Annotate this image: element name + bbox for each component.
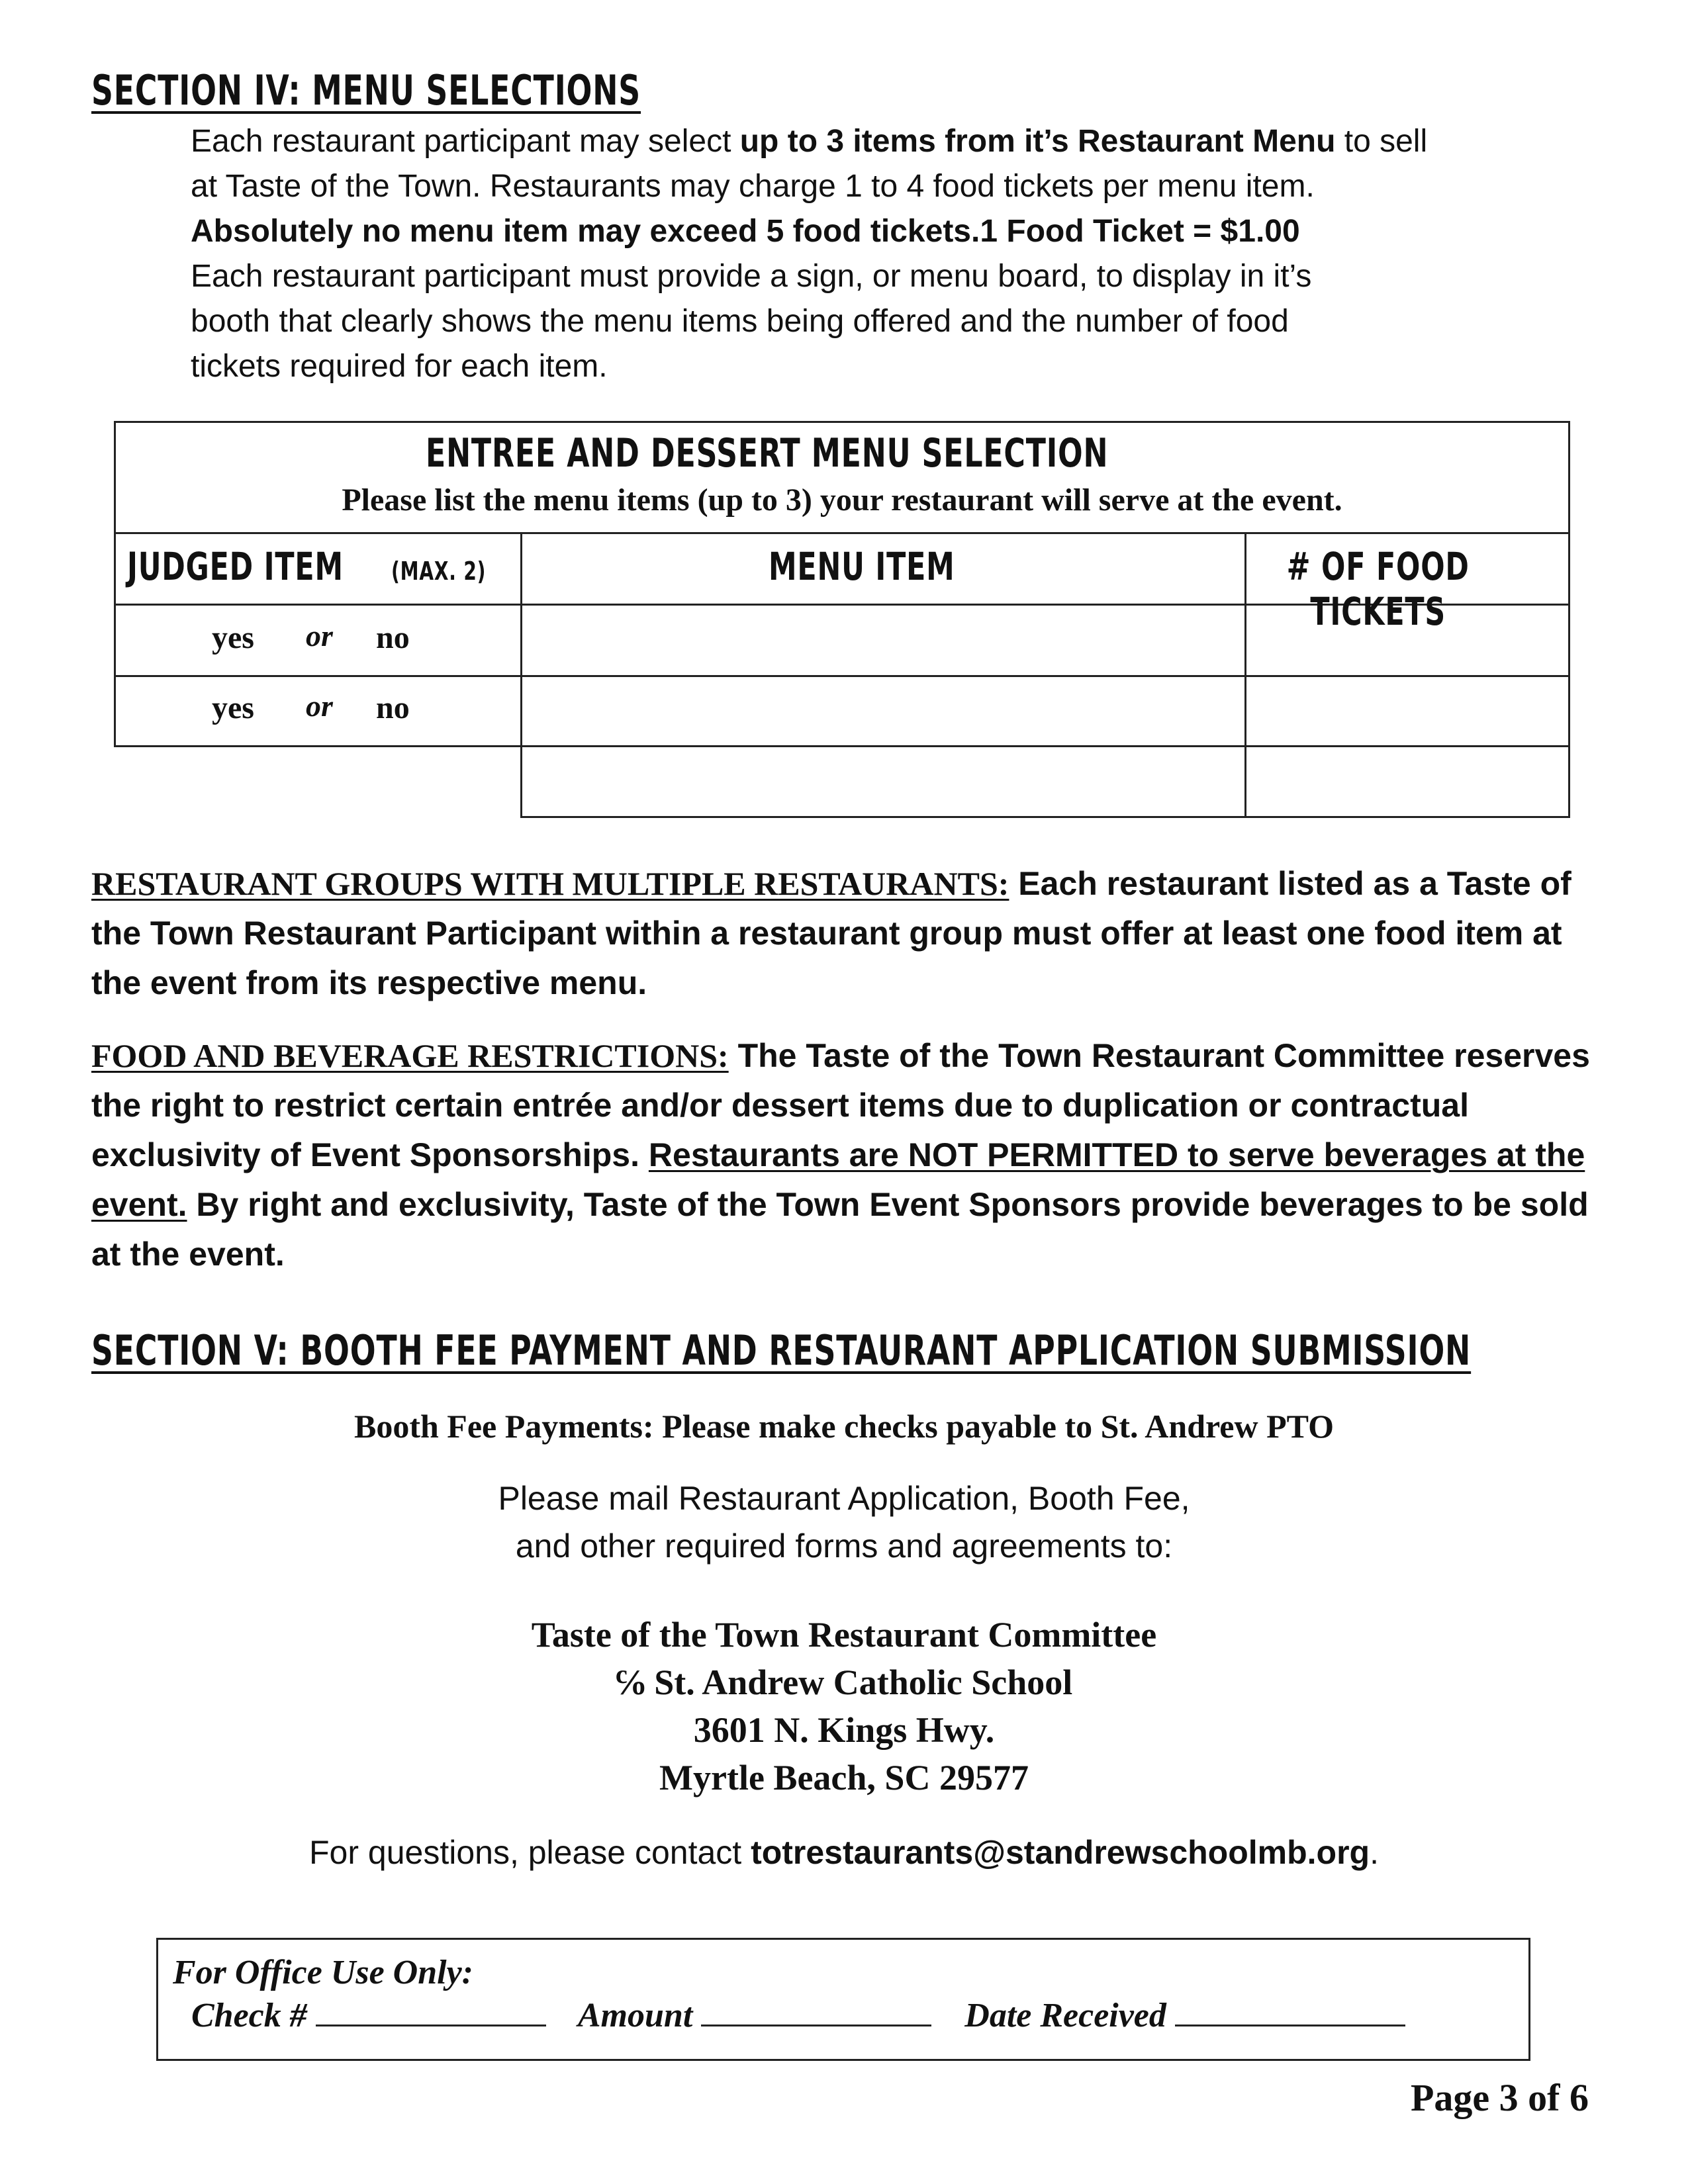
- table-subtitle: Please list the menu items (up to 3) your restaurant will serve at the event.: [342, 482, 1342, 518]
- address-line-1: Taste of the Town Restaurant Committee: [531, 1615, 1157, 1655]
- office-use-title: For Office Use Only:: [173, 1954, 473, 1991]
- row2-tickets-cell[interactable]: [1247, 678, 1568, 745]
- row2-no[interactable]: no: [376, 690, 410, 725]
- row1-menu-item-cell[interactable]: [523, 606, 1243, 675]
- check-number-field[interactable]: [316, 1995, 546, 2026]
- booth-fee-payments: Booth Fee Payments: Please make checks payable to St. Andrew PTO: [353, 1408, 1334, 1445]
- mail-line-1: Please mail Restaurant Application, Booth Fee,: [498, 1480, 1190, 1517]
- restrictions-text-a: The Taste of the Town Restaurant Committee reserves the right to restrict certain entrée and/or dessert items due to duplication or contractual exclusivity of Event Sponsorships.: [91, 1037, 1590, 1173]
- mail-instructions: [0, 1475, 1688, 1570]
- address-line-2: ℅ St. Andrew Catholic School: [615, 1662, 1073, 1702]
- row3-tickets-cell[interactable]: [1247, 748, 1568, 815]
- row2-or: or: [306, 689, 333, 723]
- p2-text: Each restaurant participant must provide a sign, or menu board, to display in it’s booth that clearly shows the menu items being offered and the number of food tickets required for each item.: [191, 259, 1312, 384]
- restrictions-text-c: By right and exclusivity, Taste of the Town Event Sponsors provide beverages to be sold at the event.: [91, 1186, 1589, 1273]
- groups-paragraph: [91, 859, 1607, 1008]
- col-menu-header: [520, 544, 1244, 589]
- date-received-field[interactable]: [1175, 1995, 1405, 2026]
- row3-menu-item-cell[interactable]: [523, 748, 1243, 815]
- col-tickets-label: # OF FOOD TICKETS: [1286, 544, 1470, 634]
- col-judged-note: (MAX. 2): [391, 557, 487, 586]
- date-received-label: Date Received: [964, 1997, 1166, 2034]
- p1-text-d: Absolutely no menu item may exceed 5 food tickets.1 Food Ticket = $1.00: [191, 214, 1300, 249]
- address-line-4: Myrtle Beach, SC 29577: [659, 1758, 1029, 1797]
- amount-field[interactable]: [701, 1995, 931, 2026]
- page-number: Page 3 of 6: [1411, 2076, 1589, 2119]
- menu-selection-table: [114, 421, 1570, 818]
- office-use-box: [156, 1938, 1530, 2061]
- row1-or: or: [306, 619, 333, 653]
- p1-text-a: Each restaurant participant may select: [191, 124, 740, 159]
- row1-tickets-cell[interactable]: [1247, 606, 1568, 675]
- restrictions-paragraph: [91, 1031, 1607, 1279]
- section-iv-paragraph: [191, 119, 1462, 389]
- row2-yes[interactable]: yes: [212, 690, 254, 725]
- contact-text: For questions, please contact: [309, 1834, 751, 1871]
- row1-no[interactable]: no: [376, 620, 410, 655]
- table-title-wrap: [114, 430, 1570, 477]
- contact-line: [0, 1833, 1688, 1872]
- mailing-address: [0, 1611, 1688, 1801]
- restrictions-label: FOOD AND BEVERAGE RESTRICTIONS:: [91, 1037, 729, 1074]
- col-judged-label: JUDGED ITEM: [127, 544, 344, 589]
- p1-text-b: up to 3 items from it’s Restaurant Menu: [739, 124, 1336, 159]
- contact-email-link[interactable]: totrestaurants@standrewschoolmb.org: [751, 1834, 1370, 1871]
- row1-yes[interactable]: yes: [212, 620, 254, 655]
- col-menu-label: MENU ITEM: [769, 544, 955, 589]
- address-line-3: 3601 N. Kings Hwy.: [693, 1710, 995, 1750]
- table-title: ENTREE AND DESSERT MENU SELECTION: [426, 430, 1109, 477]
- row2-menu-item-cell[interactable]: [523, 678, 1243, 745]
- col-judged-header: [114, 544, 520, 589]
- groups-text: Each restaurant listed as a Taste of the Town Restaurant Participant within a restaurant group must offer at least one food item at the event from its respective menu.: [91, 865, 1571, 1001]
- amount-label: Amount: [577, 1997, 693, 2034]
- p1-text-c: to sell at Taste of the Town. Restaurants may charge 1 to 4 food tickets per menu item.: [191, 124, 1428, 204]
- check-label: Check #: [191, 1997, 307, 2034]
- contact-period: .: [1370, 1834, 1379, 1871]
- section-iv-heading: SECTION IV: MENU SELECTIONS: [91, 66, 641, 114]
- mail-line-2: and other required forms and agreements to:: [515, 1527, 1173, 1565]
- office-use-fields: [191, 1995, 1405, 2035]
- groups-label: RESTAURANT GROUPS WITH MULTIPLE RESTAURANTS:: [91, 865, 1009, 902]
- restrictions-text-b: Restaurants are NOT PERMITTED to serve beverages at the event.: [91, 1136, 1585, 1223]
- section-v-heading: SECTION V: BOOTH FEE PAYMENT AND RESTAURANT APPLICATION SUBMISSION: [91, 1326, 1472, 1375]
